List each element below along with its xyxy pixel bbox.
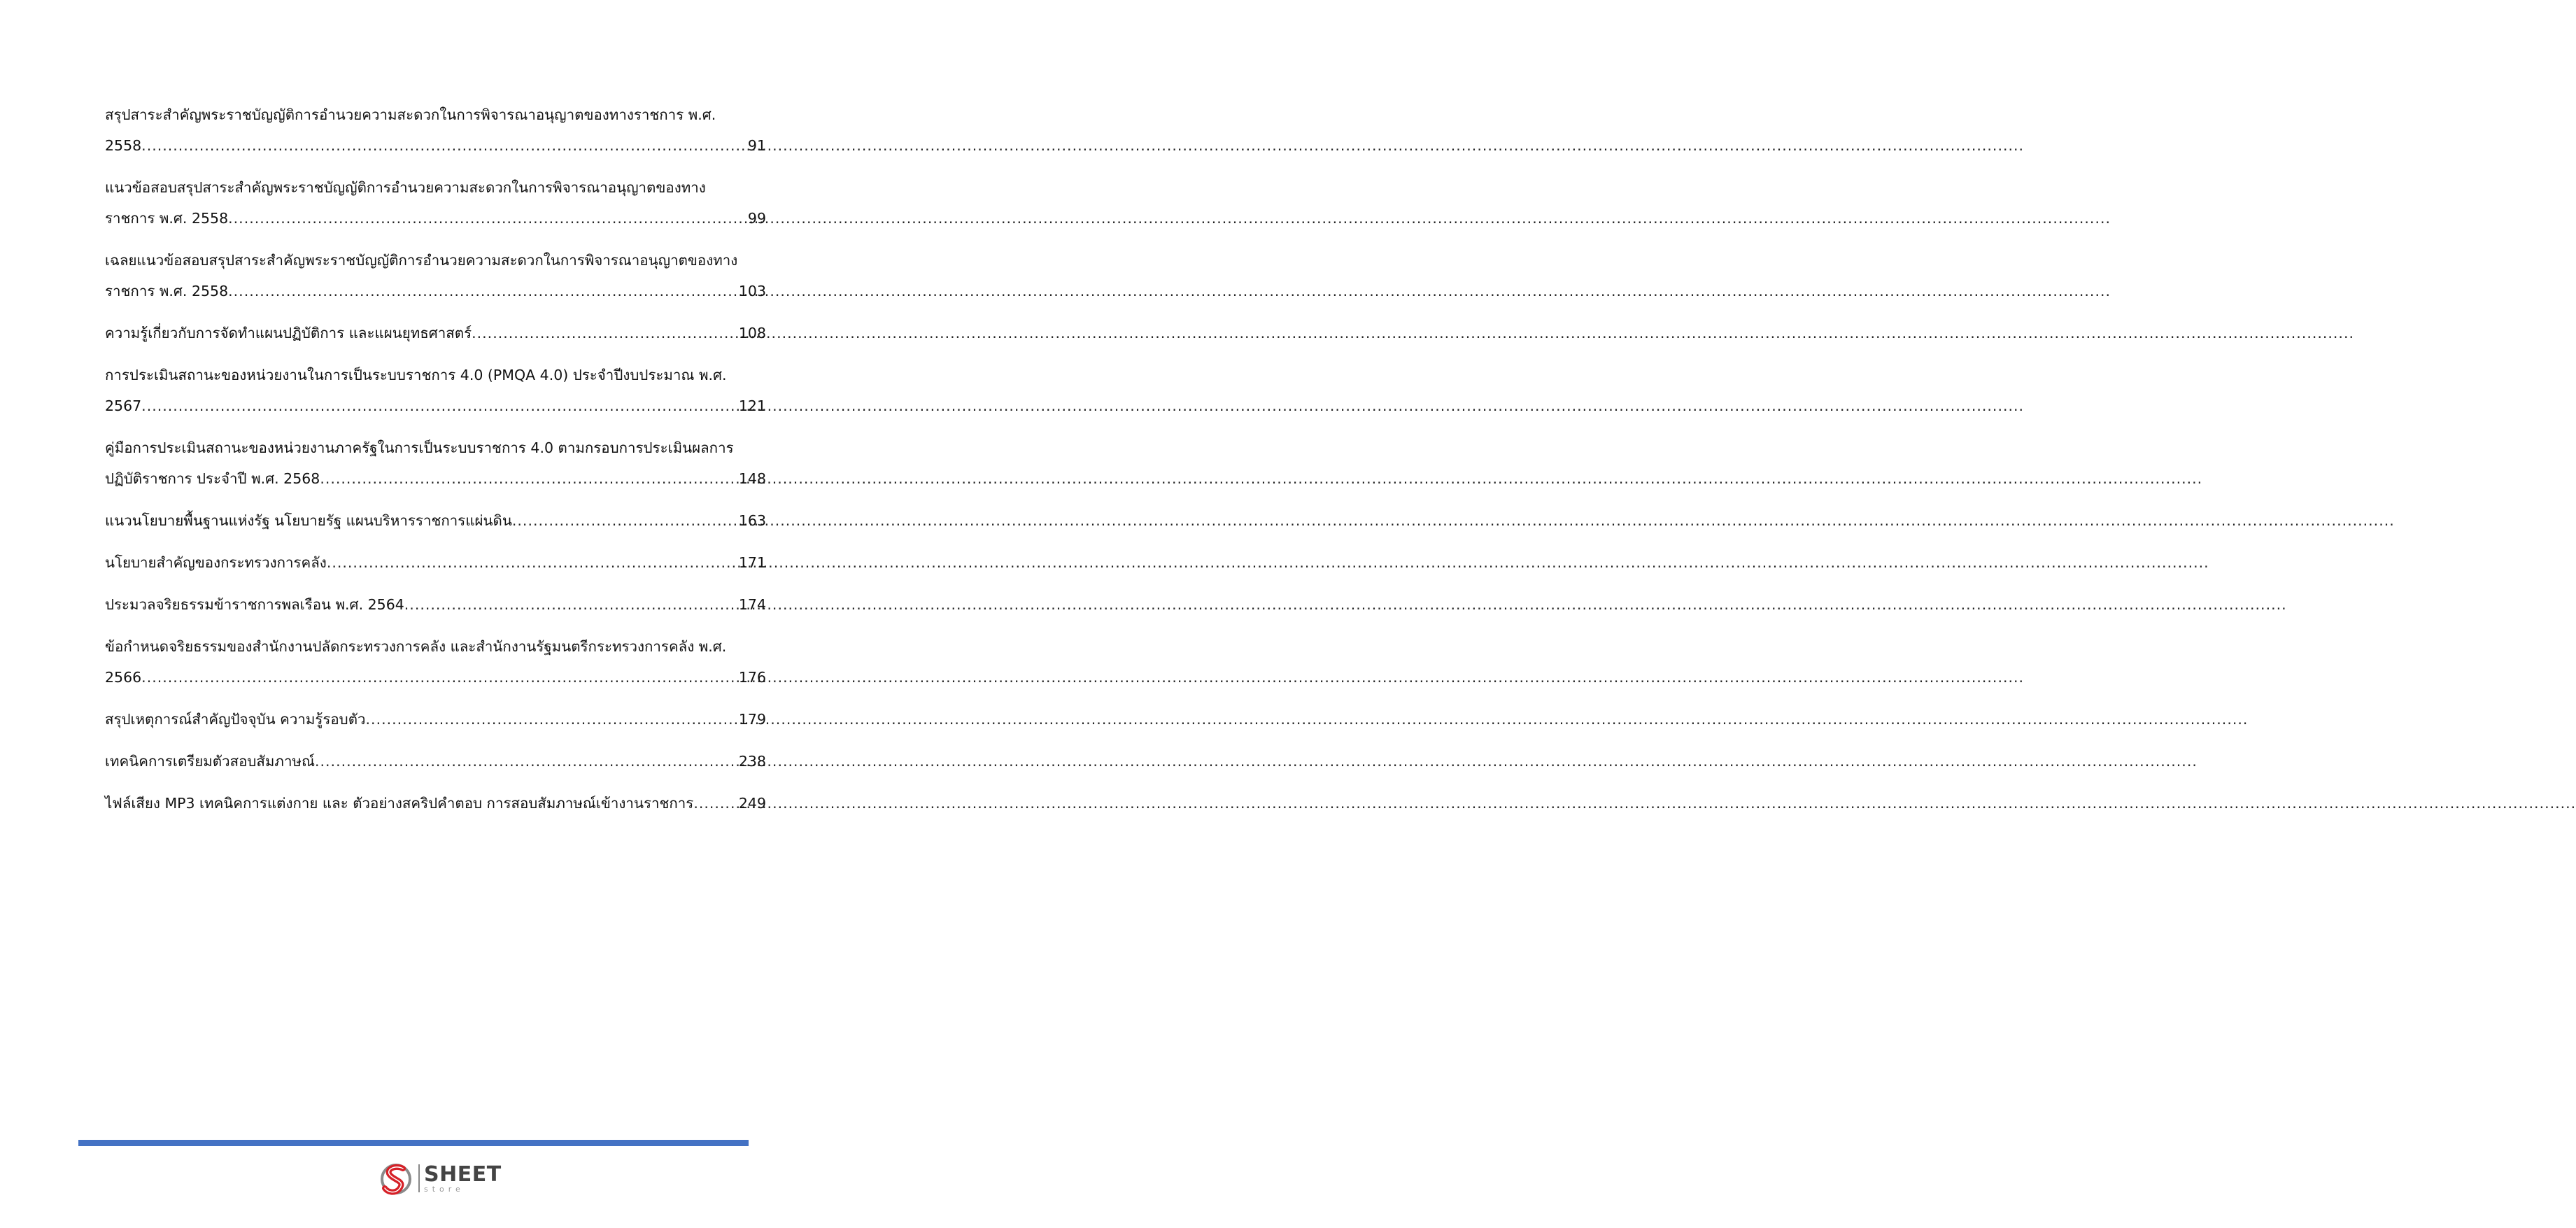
toc-entry[interactable] xyxy=(105,589,766,620)
logo-title: SHEET xyxy=(424,1162,502,1187)
toc-entry[interactable] xyxy=(105,788,766,819)
toc-entry-title: ไฟล์เสียง MP3 เทคนิคการแต่งกาย และ ตัวอย่างสคริปคำตอบ การสอบสัมภาษณ์เข้างานราชการ xyxy=(105,795,694,812)
toc-entry-last-line xyxy=(105,589,766,620)
toc-entry-title-line: สรุปสาระสำคัญพระราชบัญญัติการอำนวยความสะดวกในการพิจารณาอนุญาตของทางราชการ พ.ศ. xyxy=(105,106,716,123)
toc-entry-title-line: การประเมินสถานะของหน่วยงานในการเป็นระบบราชการ 4.0 (PMQA 4.0) ประจำปีงบประมาณ พ.ศ. xyxy=(105,367,727,383)
toc-entry[interactable] xyxy=(105,631,766,693)
toc-entry-title-line: ข้อกำหนดจริยธรรมของสำนักงานปลัดกระทรวงการคลัง และสำนักงานรัฐมนตรีกระทรวงการคลัง พ.ศ. xyxy=(105,638,727,655)
toc-entry-last-line xyxy=(105,662,766,693)
toc-dot-leader xyxy=(366,704,736,735)
toc-page-number: 108 xyxy=(738,325,766,341)
toc-page-number: 179 xyxy=(738,711,766,728)
toc-entry-title: ราชการ พ.ศ. 2558 xyxy=(105,283,229,299)
toc-entry[interactable] xyxy=(105,360,766,421)
toc-entry-title: นโยบายสำคัญของกระทรวงการคลัง xyxy=(105,554,327,571)
toc-entry-title: สรุปเหตุการณ์สำคัญปัจจุบัน ความรู้รอบตัว xyxy=(105,711,366,728)
toc-entry-title: ประมวลจริยธรรมข้าราชการพลเรือน พ.ศ. 2564 xyxy=(105,596,404,613)
toc-page-number: 171 xyxy=(738,554,766,571)
toc-entry[interactable] xyxy=(105,172,766,234)
toc-entry-last-line xyxy=(105,505,766,536)
toc-entry[interactable] xyxy=(105,432,766,494)
toc-page-number: 121 xyxy=(738,397,766,414)
toc-dot-leader xyxy=(693,788,736,819)
table-of-contents xyxy=(105,99,766,830)
toc-page-number: 99 xyxy=(747,210,766,227)
toc-dot-leader xyxy=(320,463,736,494)
toc-entry-last-line xyxy=(105,547,766,578)
toc-dot-leader xyxy=(228,276,736,306)
toc-entry-title-line: คู่มือการประเมินสถานะของหน่วยงานภาครัฐในการเป็นระบบราชการ 4.0 ตามกรอบการประเมินผลการ xyxy=(105,439,734,456)
toc-entry[interactable] xyxy=(105,547,766,578)
toc-dot-leader xyxy=(315,746,736,777)
toc-dot-leader xyxy=(404,589,736,620)
toc-entry-last-line xyxy=(105,788,766,819)
toc-entry-title: 2567 xyxy=(105,397,142,414)
toc-entry[interactable] xyxy=(105,318,766,348)
toc-entry-last-line xyxy=(105,463,766,494)
sheet-store-logo xyxy=(378,1159,502,1198)
toc-page-number: 163 xyxy=(738,512,766,529)
toc-entry-last-line xyxy=(105,318,766,348)
toc-dot-leader xyxy=(228,203,745,234)
toc-entry[interactable] xyxy=(105,704,766,735)
toc-entry-title: เทคนิคการเตรียมตัวสอบสัมภาษณ์ xyxy=(105,753,315,770)
toc-entry-title: ปฏิบัติราชการ ประจำปี พ.ศ. 2568 xyxy=(105,470,320,487)
toc-entry-last-line xyxy=(105,203,766,234)
toc-entry-title: ความรู้เกี่ยวกับการจัดทำแผนปฏิบัติการ และแผนยุทธศาสตร์ xyxy=(105,325,472,341)
logo-wordmark xyxy=(424,1164,502,1193)
toc-dot-leader xyxy=(141,390,736,421)
toc-dot-leader xyxy=(141,662,736,693)
toc-entry-title-line: แนวข้อสอบสรุปสาระสำคัญพระราชบัญญัติการอำนวยความสะดวกในการพิจารณาอนุญาตของทาง xyxy=(105,179,706,196)
toc-entry[interactable] xyxy=(105,99,766,161)
toc-entry-title: 2566 xyxy=(105,669,142,686)
toc-dot-leader xyxy=(472,318,736,348)
toc-page-number: 174 xyxy=(738,596,766,613)
toc-entry-last-line xyxy=(105,276,766,306)
toc-entry[interactable] xyxy=(105,505,766,536)
logo-subtitle: store xyxy=(424,1184,465,1194)
toc-page-number: 249 xyxy=(738,795,766,812)
toc-entry-title-line: เฉลยแนวข้อสอบสรุปสาระสำคัญพระราชบัญญัติการอำนวยความสะดวกในการพิจารณาอนุญาตของทาง xyxy=(105,252,738,269)
toc-entry-title: ราชการ พ.ศ. 2558 xyxy=(105,210,229,227)
toc-page-number: 91 xyxy=(747,137,766,154)
logo-separator xyxy=(418,1164,420,1192)
toc-entry-title: 2558 xyxy=(105,137,142,154)
toc-dot-leader xyxy=(141,130,745,161)
sheet-store-logo-icon xyxy=(378,1160,414,1197)
toc-page-number: 148 xyxy=(738,470,766,487)
toc-entry-last-line xyxy=(105,390,766,421)
footer-rule xyxy=(78,1140,749,1146)
toc-entry-last-line xyxy=(105,130,766,161)
toc-entry-title: แนวนโยบายพื้นฐานแห่งรัฐ นโยบายรัฐ แผนบริหารราชการแผ่นดิน xyxy=(105,512,512,529)
toc-page-number: 103 xyxy=(738,283,766,299)
toc-entry[interactable] xyxy=(105,746,766,777)
toc-entry-last-line xyxy=(105,704,766,735)
toc-page-number: 238 xyxy=(738,753,766,770)
toc-dot-leader xyxy=(327,547,736,578)
toc-entry[interactable] xyxy=(105,245,766,306)
toc-page-number: 176 xyxy=(738,669,766,686)
toc-entry-last-line xyxy=(105,746,766,777)
toc-dot-leader xyxy=(512,505,736,536)
